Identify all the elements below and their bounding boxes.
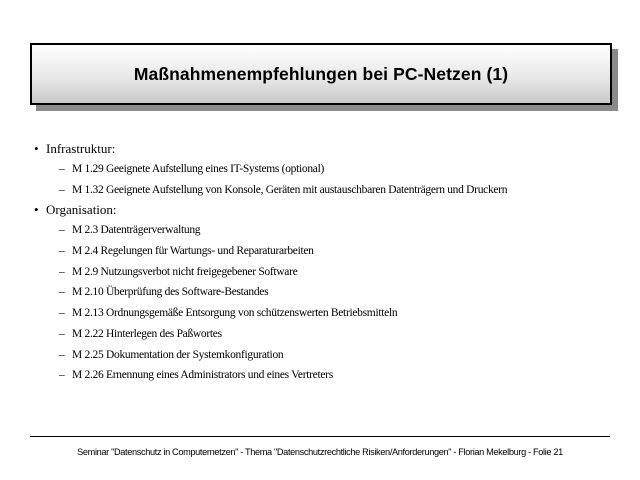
bullet-item: [34, 139, 624, 159]
section-organisation: [34, 200, 624, 386]
sub-item-text: M 2.9 Nutzungsverbot nicht freigegebener Software: [72, 265, 298, 278]
dash-icon: –: [59, 369, 65, 382]
section-heading: Infrastruktur:: [46, 141, 116, 156]
dash-icon: –: [59, 224, 65, 237]
sub-item-text: M 2.3 Datenträgerverwaltung: [72, 224, 201, 237]
dash-icon: –: [59, 327, 65, 340]
sub-item-text: M 1.32 Geeignete Aufstellung von Konsole, Geräten mit austauschbaren Datenträgern und Druckern: [72, 183, 508, 196]
bullet-icon: •: [34, 202, 39, 218]
title-box: [30, 43, 612, 105]
sub-item: [34, 262, 624, 283]
sub-item-text: M 2.10 Überprüfung des Software-Bestandes: [72, 286, 269, 299]
dash-icon: –: [59, 265, 65, 278]
sub-item: [34, 159, 624, 180]
section-infrastruktur: [34, 139, 624, 200]
dash-icon: –: [59, 348, 65, 361]
sub-item-text: M 1.29 Geeignete Aufstellung eines IT-Systems (optional): [72, 163, 325, 175]
sub-item-text: M 2.22 Hinterlegen des Paßwortes: [72, 327, 222, 340]
bullet-icon: •: [34, 141, 39, 156]
section-heading: Organisation:: [46, 202, 117, 218]
dash-icon: –: [59, 163, 65, 175]
sub-item-text: M 2.25 Dokumentation der Systemkonfiguration: [72, 348, 284, 361]
slide-footer: Seminar "Datenschutz in Computernetzen" - Thema "Datenschutzrechtliche Risiken/Anforderungen" - Florian Mekelburg - Folie 21: [77, 447, 563, 457]
sub-item-text: M 2.26 Ernennung eines Administrators und eines Vertreters: [72, 369, 333, 382]
bullet-item: [34, 200, 624, 220]
sub-item: [34, 365, 624, 386]
slide-title: Maßnahmenempfehlungen bei PC-Netzen (1): [133, 63, 509, 84]
sub-item: [34, 303, 624, 324]
dash-icon: –: [59, 183, 65, 196]
sub-item: [34, 220, 624, 241]
footer-divider: [30, 436, 610, 437]
sub-item: [34, 282, 624, 303]
sub-item-text: M 2.13 Ordnungsgemäße Entsorgung von schützenswerten Betriebsmitteln: [72, 307, 398, 320]
dash-icon: –: [59, 245, 65, 258]
slide-content: [34, 139, 624, 386]
dash-icon: –: [59, 286, 65, 299]
sub-item: [34, 345, 624, 366]
sub-item-text: M 2.4 Regelungen für Wartungs- und Reparaturarbeiten: [72, 245, 314, 258]
dash-icon: –: [59, 307, 65, 320]
sub-item: [34, 241, 624, 262]
sub-item: [34, 324, 624, 345]
sub-item: [34, 180, 624, 201]
